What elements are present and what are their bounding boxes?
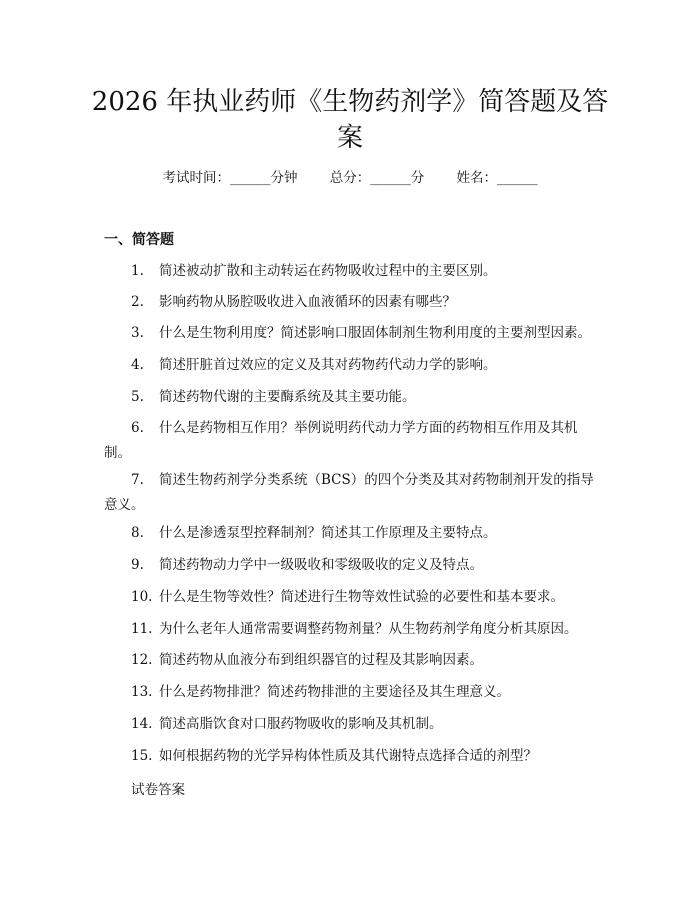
document-title xyxy=(0,84,700,156)
question-item: 12. 简述药物从血液分布到组织器官的过程及其影响因素。 xyxy=(131,652,483,668)
exam-name: 姓名：______ xyxy=(456,170,538,186)
section-heading: 一、简答题 xyxy=(104,232,174,248)
question-item: 14. 简述高脂饮食对口服药物吸收的影响及其机制。 xyxy=(131,716,443,732)
question-item: 1. 简述被动扩散和主动转运在药物吸收过程中的主要区别。 xyxy=(131,263,497,279)
exam-time: 考试时间：______分钟 xyxy=(162,170,298,186)
question-item: 15. 如何根据药物的光学异构体性质及其代谢特点选择合适的剂型？ xyxy=(131,748,537,764)
question-item: 6. 什么是药物相互作用？举例说明药代动力学方面的药物相互作用及其机制。 xyxy=(104,420,578,461)
question-item: 9. 简述药物动力学中一级吸收和零级吸收的定义及特点。 xyxy=(131,557,483,573)
question-item: 4. 简述肝脏首过效应的定义及其对药物药代动力学的影响。 xyxy=(131,357,497,373)
exam-score: 总分：______分 xyxy=(329,170,425,186)
exam-meta xyxy=(0,166,700,186)
title-line-2: 案 xyxy=(336,123,363,153)
question-item: 5. 简述药物代谢的主要酶系统及其主要功能。 xyxy=(131,389,416,405)
question-item: 13. 什么是药物排泄？简述药物排泄的主要途径及其生理意义。 xyxy=(131,684,510,700)
question-item: 8. 什么是渗透泵型控释制剂？简述其工作原理及主要特点。 xyxy=(131,525,497,541)
title-line-1: 2026 年执业药师《生物药剂学》简答题及答 xyxy=(91,87,609,117)
question-item: 3. 什么是生物利用度？简述影响口服固体制剂生物利用度的主要剂型因素。 xyxy=(131,325,591,341)
question-item: 2. 影响药物从肠腔吸收进入血液循环的因素有哪些？ xyxy=(131,294,456,310)
question-item: 7. 简述生物药剂学分类系统（BCS）的四个分类及其对药物制剂开发的指导意义。 xyxy=(104,472,594,513)
answer-heading: 试卷答案 xyxy=(131,782,185,798)
question-item: 11. 为什么老年人通常需要调整药物剂量？从生物药剂学角度分析其原因。 xyxy=(131,621,578,637)
question-item: 10. 什么是生物等效性？简述进行生物等效性试验的必要性和基本要求。 xyxy=(131,589,564,605)
